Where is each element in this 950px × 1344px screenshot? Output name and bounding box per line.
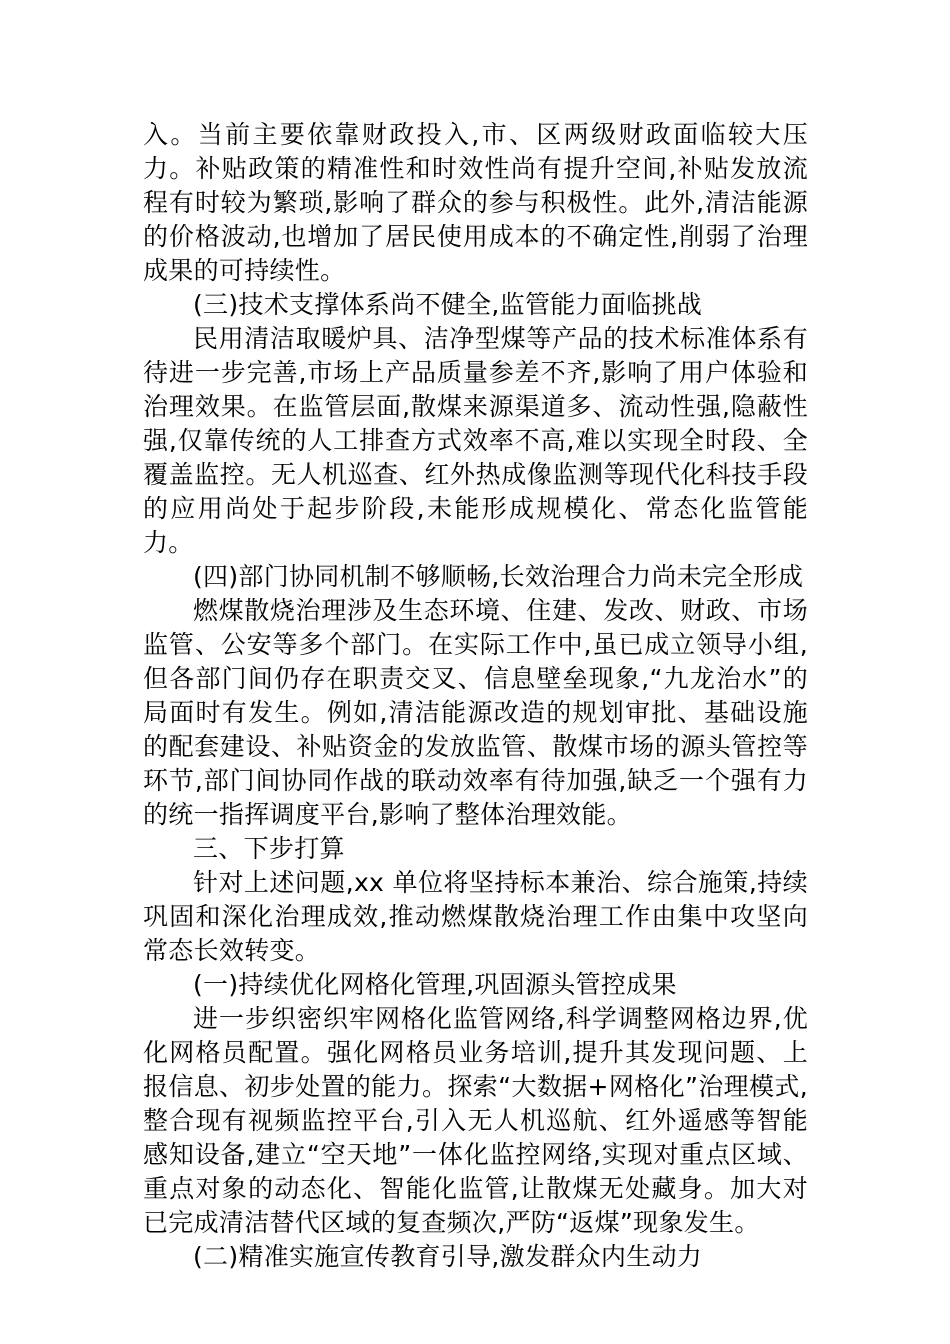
paragraph-tech-support: 民用清洁取暖炉具、洁净型煤等产品的技术标准体系有待进一步完善,市场上产品质量参差不齐,影响了用户体验和治理效果。在监管层面,散煤来源渠道多、流动性强,隐蔽性强,仅靠传统的人工排查方式效率不高,难以实现全时段、全覆盖监控。无人机巡查、红外热成像监测等现代化科技手段的应用尚处于起步阶段,未能形成规模化、常态化监管能力。 [143,324,808,557]
paragraph-coordination: 燃煤散烧治理涉及生态环境、住建、发改、财政、市场监管、公安等多个部门。在实际工作中,虽已成立领导小组,但各部门间仍存在职责交叉、信息壁垒现象,“九龙治水”的局面时有发生。例如,清洁能源改造的规划审批、基础设施的配套建设、补贴资金的发放监管、散煤市场的源头管控等环节,部门间协同作战的联动效率有待加强,缺乏一个强有力的统一指挥调度平台,影响了整体治理效能。 [143,596,808,829]
section-heading-4: (四)部门协同机制不够顺畅,长效治理合力尚未完全形成 [193,562,804,591]
section-heading-2: (二)精准实施宣传教育引导,激发群众内生动力 [193,1242,703,1271]
chapter-heading-next-steps: 三、下步打算 [193,834,345,863]
section-heading-3: (三)技术支撑体系尚不健全,监管能力面临挑战 [193,290,703,319]
section-heading-1: (一)持续优化网格化管理,巩固源头管控成果 [193,970,677,999]
paragraph-next-steps-intro: 针对上述问题,xx 单位将坚持标本兼治、综合施策,持续巩固和深化治理成效,推动燃煤散烧治理工作由集中攻坚向常态长效转变。 [143,868,808,965]
paragraph-grid-management: 进一步织密织牢网格化监管网络,科学调整网格边界,优化网格员配置。强化网格员业务培训,提升其发现问题、上报信息、初步处置的能力。探索“大数据+网格化”治理模式,整合现有视频监控平台,引入无人机巡航、红外遥感等智能感知设备,建立“空天地”一体化监控网络,实现对重点区域、重点对象的动态化、智能化监管,让散煤无处藏身。加大对已完成清洁替代区域的复查频次,严防“返煤”现象发生。 [143,1004,808,1237]
document-page [143,118,808,1274]
paragraph-continuation: 入。当前主要依靠财政投入,市、区两级财政面临较大压力。补贴政策的精准性和时效性尚有提升空间,补贴发放流程有时较为繁琐,影响了群众的参与积极性。此外,清洁能源的价格波动,也增加了居民使用成本的不确定性,削弱了治理成果的可持续性。 [143,120,808,285]
